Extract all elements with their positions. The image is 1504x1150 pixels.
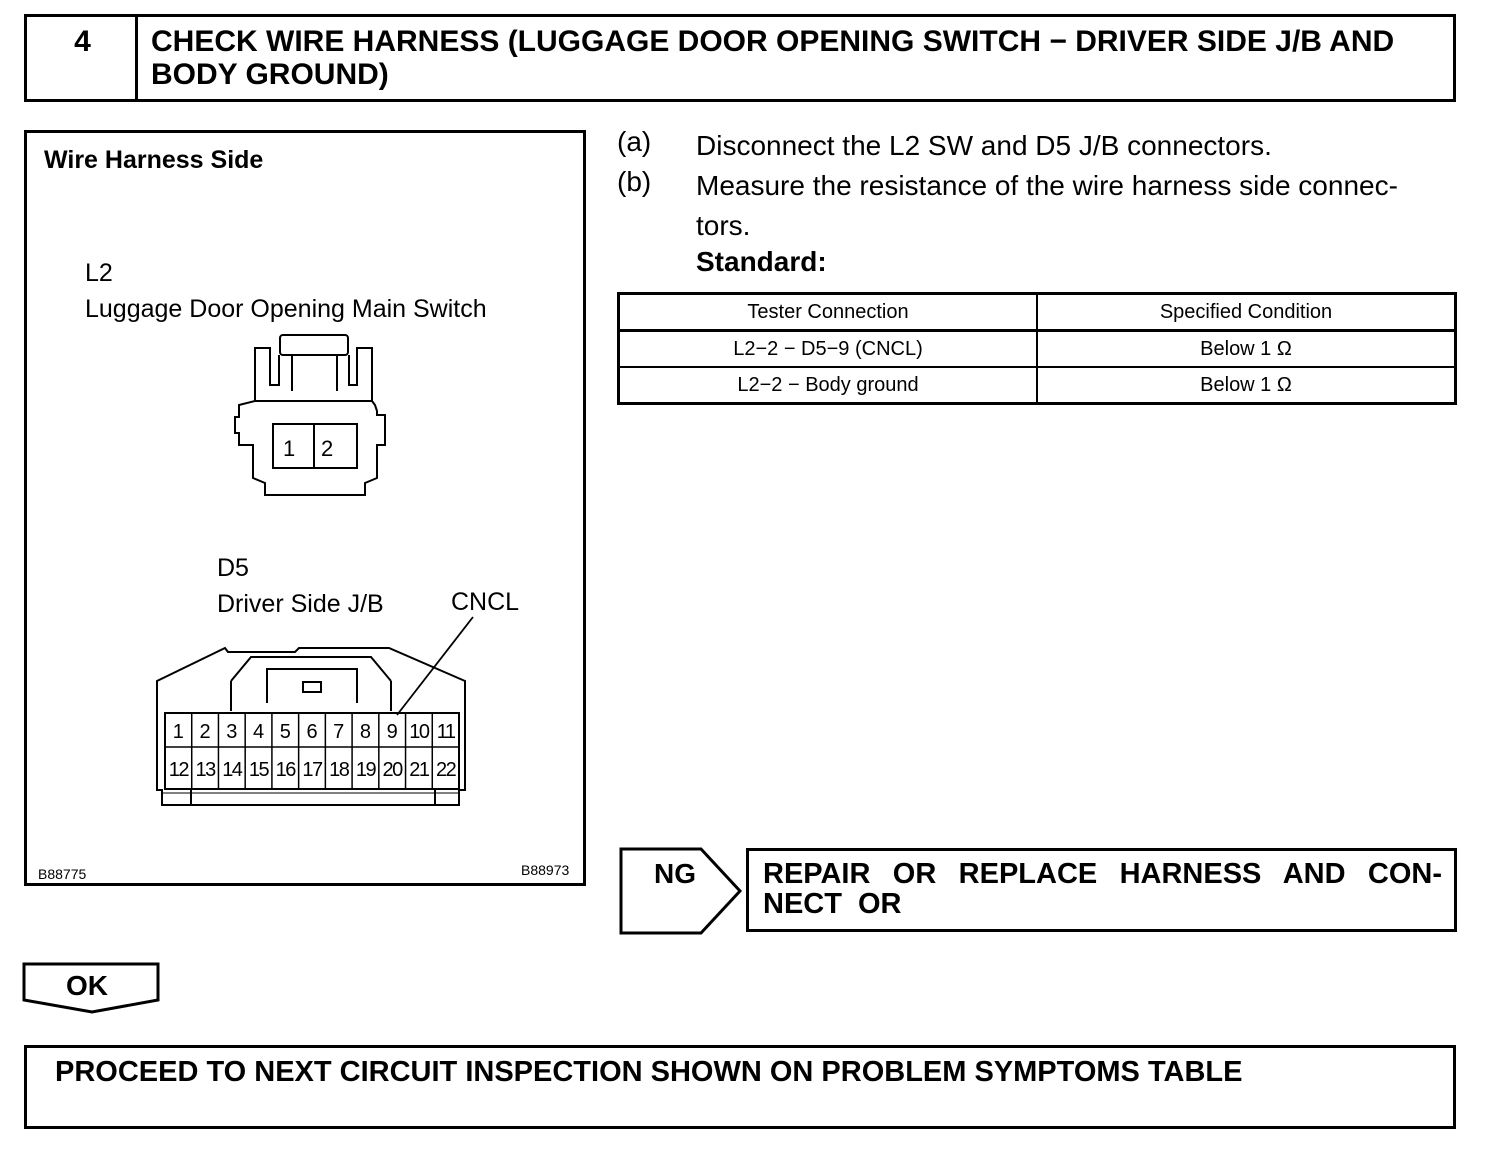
d5-pin-9: 9 [386, 721, 398, 743]
d5-pin-12: 12 [168, 759, 188, 781]
d5-pin-17: 17 [302, 759, 322, 781]
l2-pin-1: 1 [283, 436, 296, 461]
d5-pin-4: 4 [252, 721, 265, 743]
table-header-row [619, 294, 1456, 331]
table-cell-connection: L2−2 − Body ground [619, 367, 1038, 404]
d5-pin-5: 5 [279, 721, 291, 743]
d5-pin-16: 16 [275, 759, 295, 781]
d5-pin-21: 21 [409, 759, 429, 781]
step-b-text: Measure the resistance of the wire harness side connec- tors. [696, 170, 1398, 241]
d5-pin-19: 19 [355, 759, 376, 781]
table-cell-connection: L2−2 − D5−9 (CNCL) [619, 331, 1038, 368]
step-title: CHECK WIRE HARNESS (LUGGAGE DOOR OPENING SWITCH − DRIVER SIDE J/B AND BODY GROUND) [151, 25, 1395, 91]
ok-action-box [24, 1045, 1456, 1129]
diagram-heading: Wire Harness Side [44, 146, 264, 174]
l2-code: L2 [85, 259, 113, 287]
connector-diagram [24, 130, 586, 886]
step-a-text: Disconnect the L2 SW and D5 J/B connectors. [696, 130, 1272, 161]
d5-name: Driver Side J/B [217, 590, 384, 618]
step-header [24, 14, 1456, 102]
cncl-leader-line [397, 617, 473, 715]
d5-pin-20: 20 [382, 759, 402, 781]
ng-label: NG [654, 858, 696, 889]
d5-pin-7: 7 [333, 721, 345, 743]
d5-pin-3: 3 [226, 721, 238, 743]
d5-pin-1: 1 [172, 721, 184, 743]
ok-action-text: PROCEED TO NEXT CIRCUIT INSPECTION SHOWN ON PROBLEM SYMPTOMS TABLE [55, 1056, 1243, 1088]
d5-pin-14: 14 [222, 759, 242, 781]
d5-pin-18: 18 [329, 759, 349, 781]
d5-pin-8: 8 [359, 721, 372, 743]
d5-pin-22: 22 [436, 759, 456, 781]
table-header-condition: Specified Condition [1037, 294, 1456, 331]
table-row [619, 367, 1456, 404]
step-number-cell [27, 17, 138, 99]
ok-label: OK [66, 970, 108, 1001]
ng-action-text: REPAIR OR REPLACE HARNESS AND CON- NECT OR [763, 858, 1442, 920]
cncl-callout: CNCL [451, 588, 520, 616]
figure-code-right: B88973 [521, 862, 570, 878]
standard-label: Standard: [696, 246, 827, 277]
d5-pin-15: 15 [248, 759, 269, 781]
step-a-label: (a) [617, 126, 652, 157]
table-row [619, 331, 1456, 368]
table-cell-condition: Below 1 Ω [1037, 331, 1456, 368]
connector-drawing [27, 133, 583, 883]
d5-pin-6: 6 [306, 721, 318, 743]
table-cell-condition: Below 1 Ω [1037, 367, 1456, 404]
figure-code-left: B88775 [38, 866, 87, 882]
l2-connector-shape [235, 335, 385, 495]
d5-code: D5 [217, 554, 249, 582]
table-header-tester: Tester Connection [619, 294, 1038, 331]
ng-action-box [746, 848, 1457, 932]
l2-name: Luggage Door Opening Main Switch [85, 295, 487, 323]
d5-pin-11: 11 [436, 721, 455, 743]
d5-pin-13: 13 [195, 759, 215, 781]
d5-pin-2: 2 [199, 721, 211, 743]
l2-pin-2: 2 [321, 436, 334, 461]
d5-pin-10: 10 [409, 721, 429, 743]
step-b-label: (b) [617, 166, 652, 197]
step-number: 4 [74, 25, 91, 58]
spec-table [617, 292, 1457, 405]
